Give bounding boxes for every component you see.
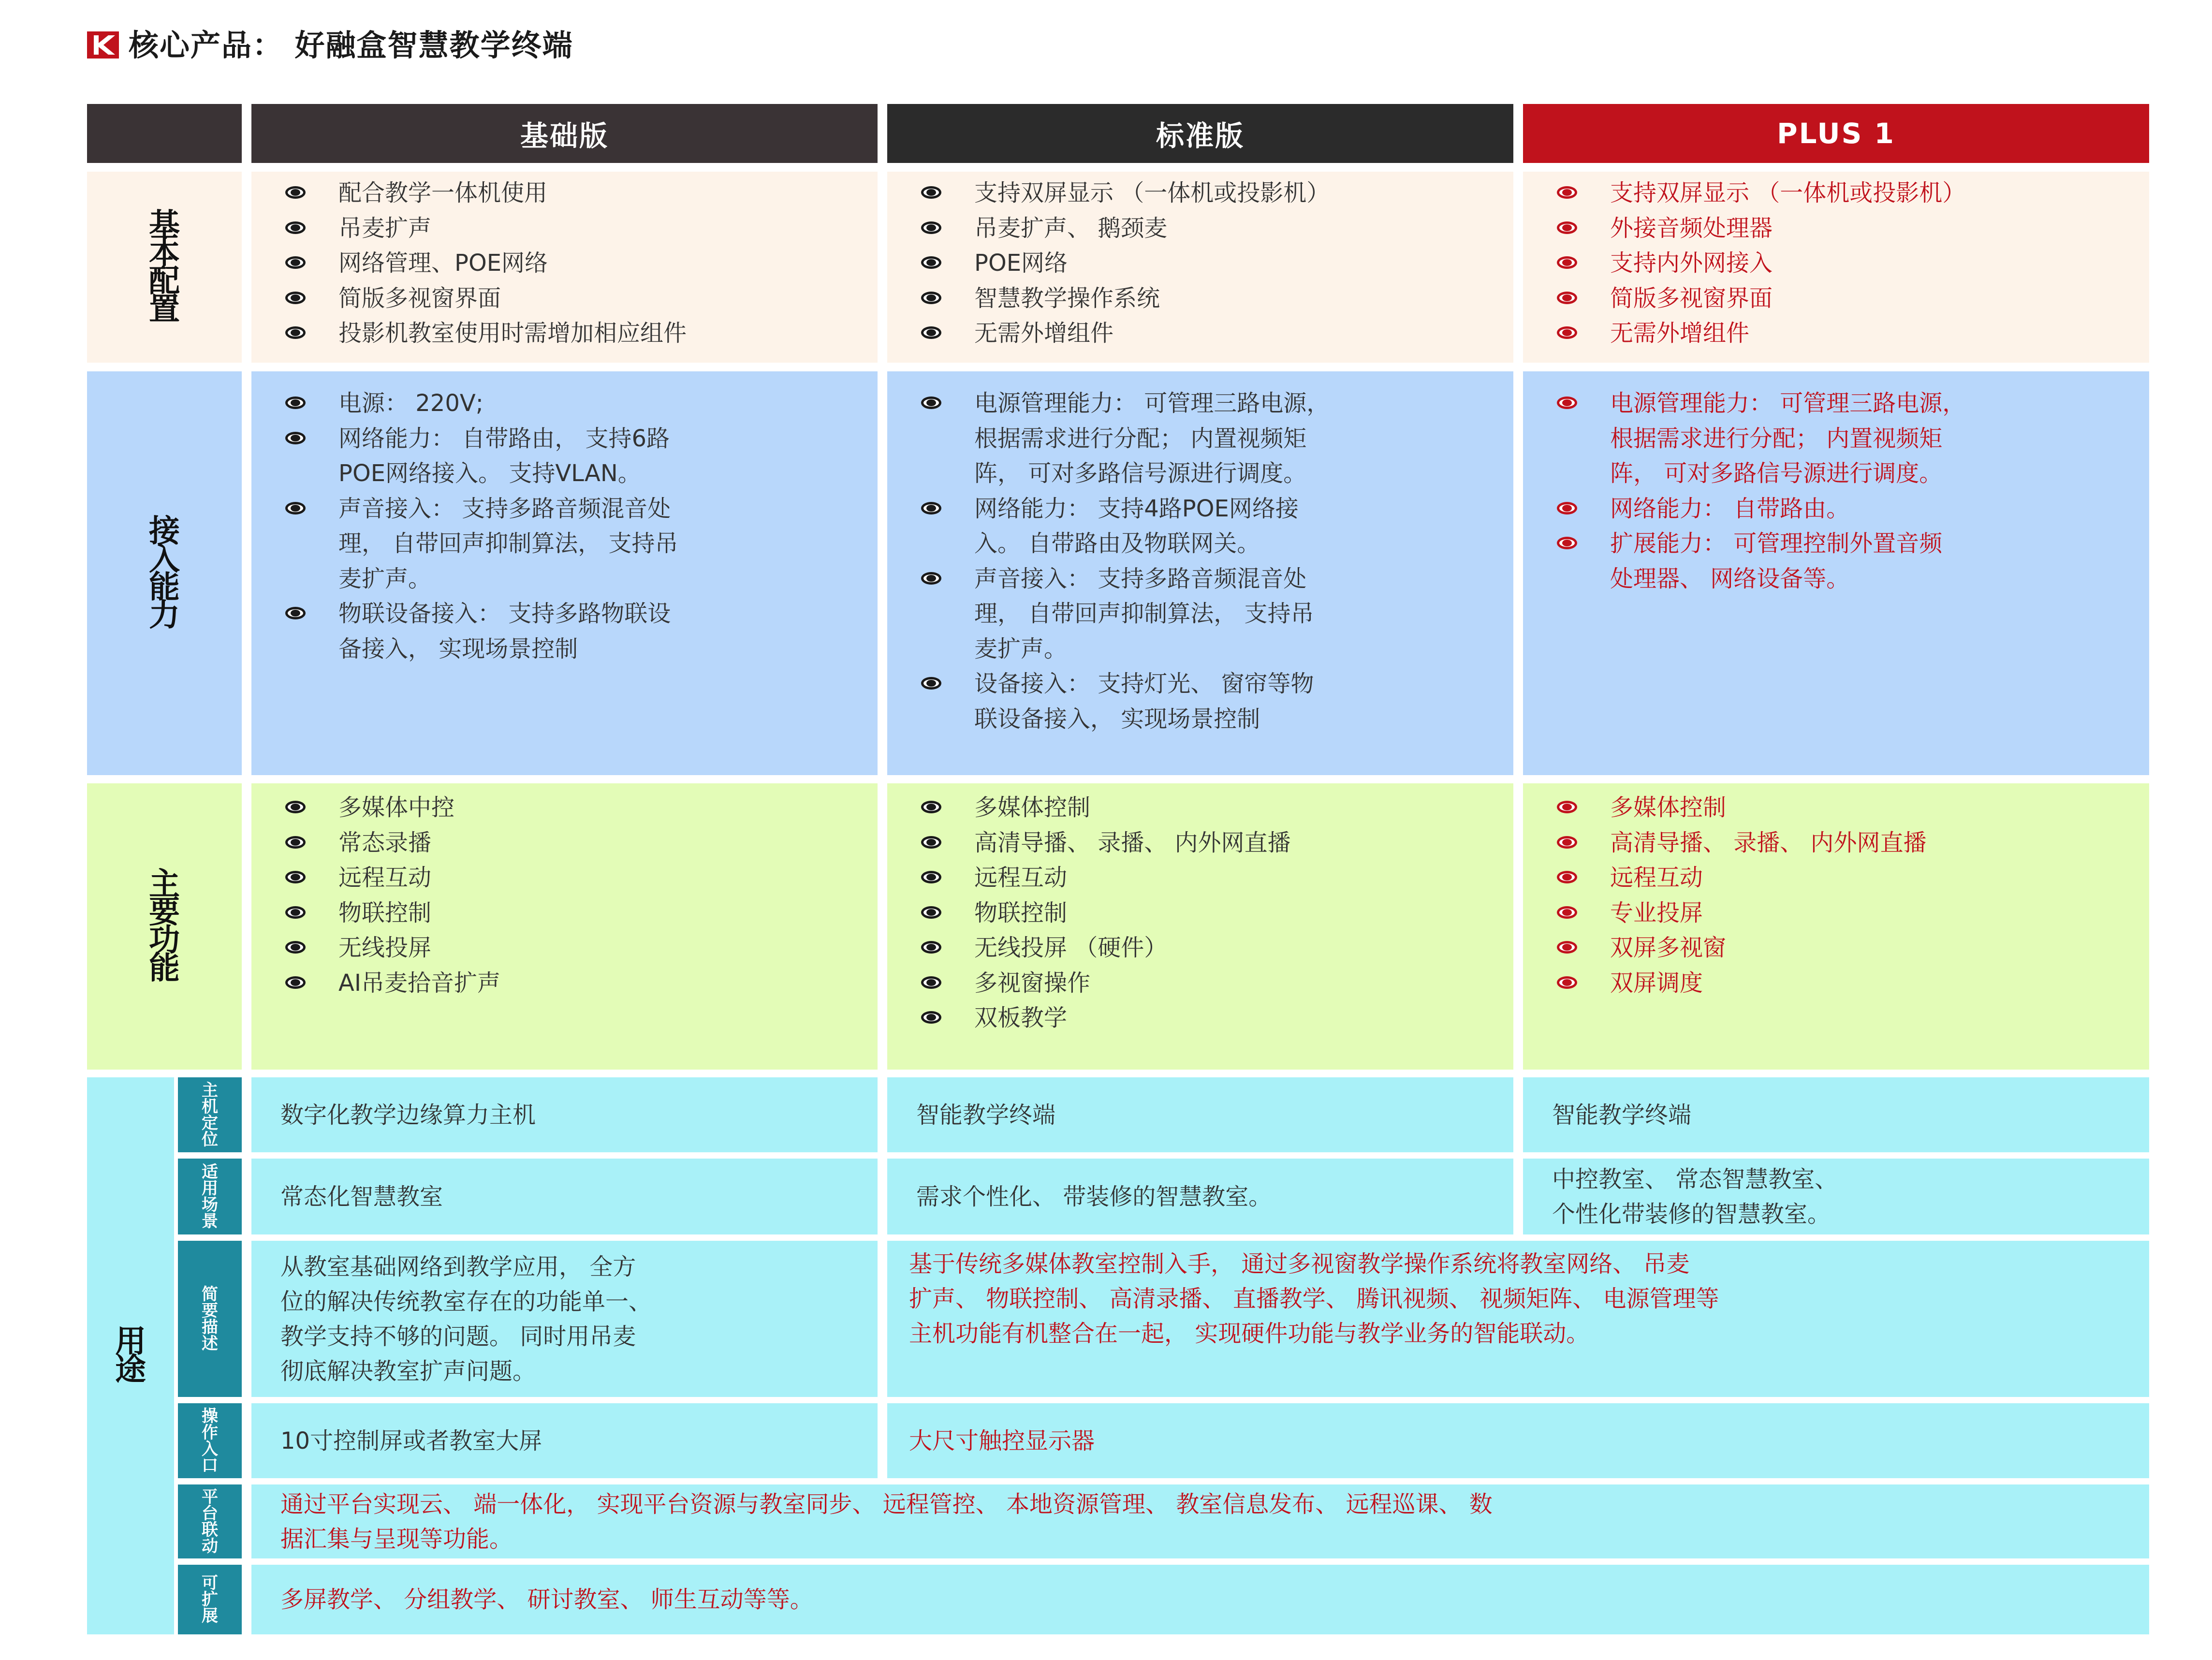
list-item: 多媒体控制: [1557, 790, 2139, 825]
brand-logo-icon: [87, 31, 119, 59]
list-item: 网络能力： 自带路由， 支持6路 POE网络接入。 支持VLAN。: [285, 421, 868, 491]
list-item: 电源： 220V;: [285, 386, 868, 421]
list-item: 电源管理能力： 可管理三路电源， 根据需求进行分配； 内置视频矩 阵， 可对多路信号源进行调度。: [1557, 386, 2139, 491]
list-item: 高清导播、 录播、 内外网直播: [1557, 825, 2139, 861]
functions-standard-list: [921, 790, 1504, 1036]
access-basic-list: [285, 386, 868, 666]
scenarios-standard-cell: 需求个性化、 带装修的智慧教室。: [887, 1159, 1513, 1234]
list-item: 声音接入： 支持多路音频混音处 理， 自带回声抑制算法， 支持吊 麦扩声。: [285, 491, 868, 597]
list-item: 网络能力： 支持4路POE网络接 入。 自带路由及物联网关。: [921, 491, 1504, 561]
list-item: 智慧教学操作系统: [921, 281, 1504, 316]
functions-plus-cell: [1523, 783, 2149, 1070]
access-plus-list: [1557, 386, 2139, 596]
functions-basic-cell: [251, 783, 878, 1070]
access-standard-list: [921, 386, 1504, 736]
operation-entry-advanced-cell: 大尺寸触控显示器: [887, 1403, 2149, 1478]
list-item: 电源管理能力： 可管理三路电源， 根据需求进行分配； 内置视频矩 阵， 可对多路信号源进行调度。: [921, 386, 1504, 491]
host-position-plus-cell: 智能教学终端: [1523, 1077, 2149, 1152]
host-position-basic-cell: 数字化教学边缘算力主机: [251, 1077, 878, 1152]
corner-header: [87, 104, 242, 163]
list-item: 远程互动: [1557, 860, 2139, 896]
scenarios-basic-cell: 常态化智慧教室: [251, 1159, 878, 1234]
basic-config-plus-cell: [1523, 172, 2149, 363]
sub-label-description: 简要描述: [178, 1241, 242, 1397]
row-label-basic-config: 基本配置: [87, 172, 242, 363]
list-item: 远程互动: [285, 860, 868, 896]
platform-link-cell: 通过平台实现云、 端一体化， 实现平台资源与教室同步、 远程管控、 本地资源管理、 教室信息发布、 远程巡课、 数 据汇集与呈现等功能。: [251, 1484, 2149, 1558]
sub-label-operation-entry: 操作入口: [178, 1403, 242, 1478]
extensible-cell: 多屏教学、 分组教学、 研讨教室、 师生互动等等。: [251, 1565, 2149, 1634]
list-item: 外接音频处理器: [1557, 211, 2139, 246]
list-item: 无需外增组件: [1557, 316, 2139, 351]
access-plus-cell: [1523, 371, 2149, 775]
description-basic-cell: 从教室基础网络到教学应用， 全方 位的解决传统教室存在的功能单一、 教学支持不够的问题。 同时用吊麦 彻底解决教室扩声问题。: [251, 1241, 878, 1397]
operation-entry-basic-cell: 10寸控制屏或者教室大屏: [251, 1403, 878, 1478]
basic-config-basic-cell: [251, 172, 878, 363]
access-basic-cell: [251, 371, 878, 775]
list-item: 无线投屏: [285, 930, 868, 966]
basic-config-standard-cell: [887, 172, 1513, 363]
list-item: 专业投屏: [1557, 896, 2139, 931]
list-item: 物联设备接入： 支持多路物联设 备接入， 实现场景控制: [285, 596, 868, 666]
list-item: 无线投屏 （硬件）: [921, 930, 1504, 966]
list-item: 物联控制: [921, 896, 1504, 931]
list-item: 吊麦扩声、 鹅颈麦: [921, 211, 1504, 246]
functions-basic-list: [285, 790, 868, 1000]
list-item: 支持双屏显示 （一体机或投影机）: [921, 176, 1504, 211]
list-item: 物联控制: [285, 896, 868, 931]
row-label-usage: 用途: [87, 1077, 174, 1634]
list-item: 多媒体控制: [921, 790, 1504, 825]
list-item: 双屏调度: [1557, 966, 2139, 1001]
sub-label-scenarios: 适用场景: [178, 1159, 242, 1234]
functions-plus-list: [1557, 790, 2139, 1000]
list-item: 双屏多视窗: [1557, 930, 2139, 966]
sub-label-platform-link: 平台联动: [178, 1484, 242, 1558]
host-position-standard-cell: 智能教学终端: [887, 1077, 1513, 1152]
list-item: 无需外增组件: [921, 316, 1504, 351]
list-item: 远程互动: [921, 860, 1504, 896]
list-item: 多媒体中控: [285, 790, 868, 825]
list-item: 网络能力： 自带路由。: [1557, 491, 2139, 527]
sub-label-extensible: 可扩展: [178, 1565, 242, 1634]
functions-standard-cell: [887, 783, 1513, 1070]
row-label-access: 接入能力: [87, 371, 242, 775]
list-item: 扩展能力： 可管理控制外置音频 处理器、 网络设备等。: [1557, 526, 2139, 596]
list-item: 简版多视窗界面: [1557, 281, 2139, 316]
column-header-standard: 标准版: [887, 104, 1513, 163]
list-item: 双板教学: [921, 1000, 1504, 1036]
list-item: 支持内外网接入: [1557, 246, 2139, 281]
list-item: 多视窗操作: [921, 966, 1504, 1001]
basic-config-basic-list: [285, 176, 868, 351]
list-item: 网络管理、POE网络: [285, 246, 868, 281]
list-item: 简版多视窗界面: [285, 281, 868, 316]
column-header-basic: 基础版: [251, 104, 878, 163]
column-header-plus: PLUS 1: [1523, 104, 2149, 163]
list-item: 配合教学一体机使用: [285, 176, 868, 211]
list-item: 高清导播、 录播、 内外网直播: [921, 825, 1504, 861]
list-item: 投影机教室使用时需增加相应组件: [285, 316, 868, 351]
list-item: 声音接入： 支持多路音频混音处 理， 自带回声抑制算法， 支持吊 麦扩声。: [921, 561, 1504, 667]
page-title: 核心产品： 好融盒智慧教学终端: [129, 28, 573, 63]
basic-config-plus-list: [1557, 176, 2139, 351]
list-item: 支持双屏显示 （一体机或投影机）: [1557, 176, 2139, 211]
access-standard-cell: [887, 371, 1513, 775]
list-item: 设备接入： 支持灯光、 窗帘等物 联设备接入， 实现场景控制: [921, 666, 1504, 736]
list-item: 常态录播: [285, 825, 868, 861]
list-item: AI吊麦拾音扩声: [285, 966, 868, 1001]
basic-config-standard-list: [921, 176, 1504, 351]
description-advanced-cell: 基于传统多媒体教室控制入手， 通过多视窗教学操作系统将教室网络、 吊麦 扩声、 物联控制、 高清录播、 直播教学、 腾讯视频、 视频矩阵、 电源管理等 主机功能有机整合在一起， 实现硬件功能与教学业务的智能联动。: [887, 1241, 2149, 1397]
row-label-functions: 主要功能: [87, 783, 242, 1070]
list-item: 吊麦扩声: [285, 211, 868, 246]
scenarios-plus-cell: 中控教室、 常态智慧教室、 个性化带装修的智慧教室。: [1523, 1159, 2149, 1234]
list-item: POE网络: [921, 246, 1504, 281]
sub-label-host-position: 主机定位: [178, 1077, 242, 1152]
